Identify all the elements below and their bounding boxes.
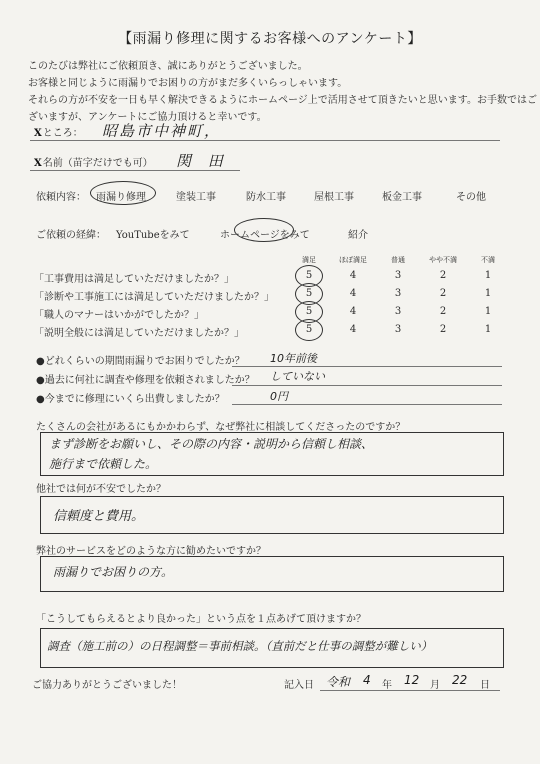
address-label: ところ：	[42, 128, 83, 139]
intro-line: お客様と同じように雨漏りでお困りの方がまだ多くいらっしゃいます。	[28, 78, 348, 89]
rating-option-4[interactable]: 4	[349, 270, 357, 281]
page-title: 【雨漏り修理に関するお客様へのアンケート】	[118, 31, 422, 47]
answer-text: 信頼度と費用。	[53, 509, 145, 524]
intro-line: それらの方が不安を一日も早く解決できるようにホームページ上で活用させて頂きたいと思います。お手数ではご	[28, 95, 537, 106]
address-label-wrap	[34, 124, 83, 139]
rating-question: 「工事費用は満足していただけましたか？」	[34, 274, 234, 285]
answer-box-recommend[interactable]	[40, 556, 504, 592]
option-waterproofing[interactable]: 防水工事	[246, 192, 286, 203]
date-label: 記入日	[284, 680, 314, 691]
intro-line: ざいますが、アンケートにご協力頂けると幸いです。	[28, 112, 267, 123]
scale-header: 普通	[391, 256, 405, 264]
rating-option-4[interactable]: 4	[349, 306, 357, 317]
rating-option-1[interactable]: 1	[484, 324, 492, 335]
route-label: ご依頼の経緯：	[36, 230, 106, 241]
answer-line: 施行まで依頼した。	[49, 457, 158, 471]
name-label-wrap	[34, 154, 153, 169]
answer-box-why-us[interactable]	[40, 432, 504, 476]
rating-question: 「職人のマナーはいかがでしたか？」	[34, 310, 204, 321]
date-month: 12	[404, 673, 420, 687]
bullet-question: ●どれくらいの期間雨漏りでお困りでしたか？	[36, 356, 245, 367]
rating-option-5[interactable]: 5	[305, 306, 313, 317]
rating-option-3[interactable]: 3	[394, 324, 402, 335]
rating-option-2[interactable]: 2	[439, 324, 447, 335]
rating-option-4[interactable]: 4	[349, 288, 357, 299]
rating-option-1[interactable]: 1	[484, 270, 492, 281]
bullet-answer: 10年前後	[270, 352, 317, 365]
answer-text: 雨漏りでお困りの方。	[53, 565, 174, 579]
rating-option-5[interactable]: 5	[305, 324, 313, 335]
bullet-question: ●今までに修理にいくら出費しましたか？	[36, 394, 225, 405]
thanks-text: ご協力ありがとうございました！	[32, 680, 182, 691]
answer-line	[232, 385, 502, 386]
scale-header: やや不満	[429, 256, 457, 264]
answer-line: まず診断をお願いし、その際の内容・説明から信頼し相談、	[49, 437, 374, 451]
rating-option-2[interactable]: 2	[439, 288, 447, 299]
rating-question: 「診断や工事施工には満足していただけましたか？」	[34, 292, 274, 303]
selected-circle	[90, 181, 156, 205]
name-label: 名前（苗字だけでも可）	[42, 158, 153, 169]
date-month-unit: 月	[430, 680, 440, 691]
address-value: 昭島市中神町，	[102, 122, 222, 140]
request-label: 依頼内容：	[36, 192, 86, 203]
bullet-answer: 0円	[270, 390, 288, 403]
rating-option-3[interactable]: 3	[394, 270, 402, 281]
question-other-companies: 他社では何が不安でしたか？	[36, 484, 166, 495]
answer-line	[232, 404, 502, 405]
request-type-row	[30, 182, 510, 202]
rating-option-2[interactable]: 2	[439, 306, 447, 317]
rating-option-3[interactable]: 3	[394, 306, 402, 317]
strike-mark: X	[34, 158, 42, 169]
address-field[interactable]	[30, 120, 500, 141]
option-other[interactable]: その他	[456, 192, 486, 203]
date-day: 22	[452, 673, 468, 687]
rating-option-1[interactable]: 1	[484, 288, 492, 299]
option-sheet-metal[interactable]: 板金工事	[382, 192, 422, 203]
question-why-us: たくさんの会社があるにもかかわらず、なぜ弊社に相談してくださったのですか？	[36, 422, 406, 433]
rating-option-1[interactable]: 1	[484, 306, 492, 317]
bullet-questions	[0, 352, 540, 412]
date-line	[320, 690, 500, 691]
name-field[interactable]	[30, 150, 240, 171]
option-youtube[interactable]: YouTubeをみて	[116, 230, 190, 241]
answer-line	[232, 366, 502, 367]
rating-option-3[interactable]: 3	[394, 288, 402, 299]
answer-box-improvement[interactable]	[40, 628, 504, 668]
bullet-answer: していない	[270, 370, 325, 383]
option-referral[interactable]: 紹介	[348, 230, 368, 241]
rating-scale-header	[0, 255, 540, 265]
question-improvement: 「こうしてもらえるとより良かった」という点を１点あげて頂けますか？	[36, 614, 366, 625]
rating-table	[0, 270, 540, 340]
option-homepage[interactable]: ホームページをみて	[220, 230, 310, 241]
scale-header: ほぼ満足	[339, 256, 367, 264]
rating-option-4[interactable]: 4	[349, 324, 357, 335]
answer-box-other-companies[interactable]	[40, 496, 504, 534]
scale-header: 不満	[481, 256, 495, 264]
option-rain-leak-repair[interactable]: 雨漏り修理	[96, 192, 146, 203]
option-painting[interactable]: 塗装工事	[176, 192, 216, 203]
bullet-question: ●過去に何社に調査や修理を依頼されましたか？	[36, 375, 255, 386]
answer-text: 調査（施工前の）の日程調整＝事前相談。（直前だと仕事の調整が難しい）	[47, 639, 433, 653]
intro-text	[28, 58, 537, 126]
name-value: 関 田	[176, 152, 229, 170]
intro-line: このたびは弊社にご依頼頂き、誠にありがとうございました。	[28, 61, 308, 72]
rating-option-5[interactable]: 5	[305, 288, 313, 299]
question-recommend: 弊社のサービスをどのような方に勧めたいですか？	[36, 546, 266, 557]
date-year-unit: 年	[382, 680, 392, 691]
date-year: 4	[363, 673, 371, 687]
strike-mark: X	[34, 128, 42, 139]
rating-option-5[interactable]: 5	[305, 270, 313, 281]
date-era: 令和	[326, 675, 351, 689]
date-day-unit: 日	[480, 680, 490, 691]
selected-circle	[234, 218, 294, 242]
scale-header: 満足	[302, 256, 316, 264]
rating-option-2[interactable]: 2	[439, 270, 447, 281]
option-roofing[interactable]: 屋根工事	[314, 192, 354, 203]
request-route-row	[30, 222, 510, 242]
rating-question: 「説明全般には満足していただけましたか？」	[34, 328, 244, 339]
